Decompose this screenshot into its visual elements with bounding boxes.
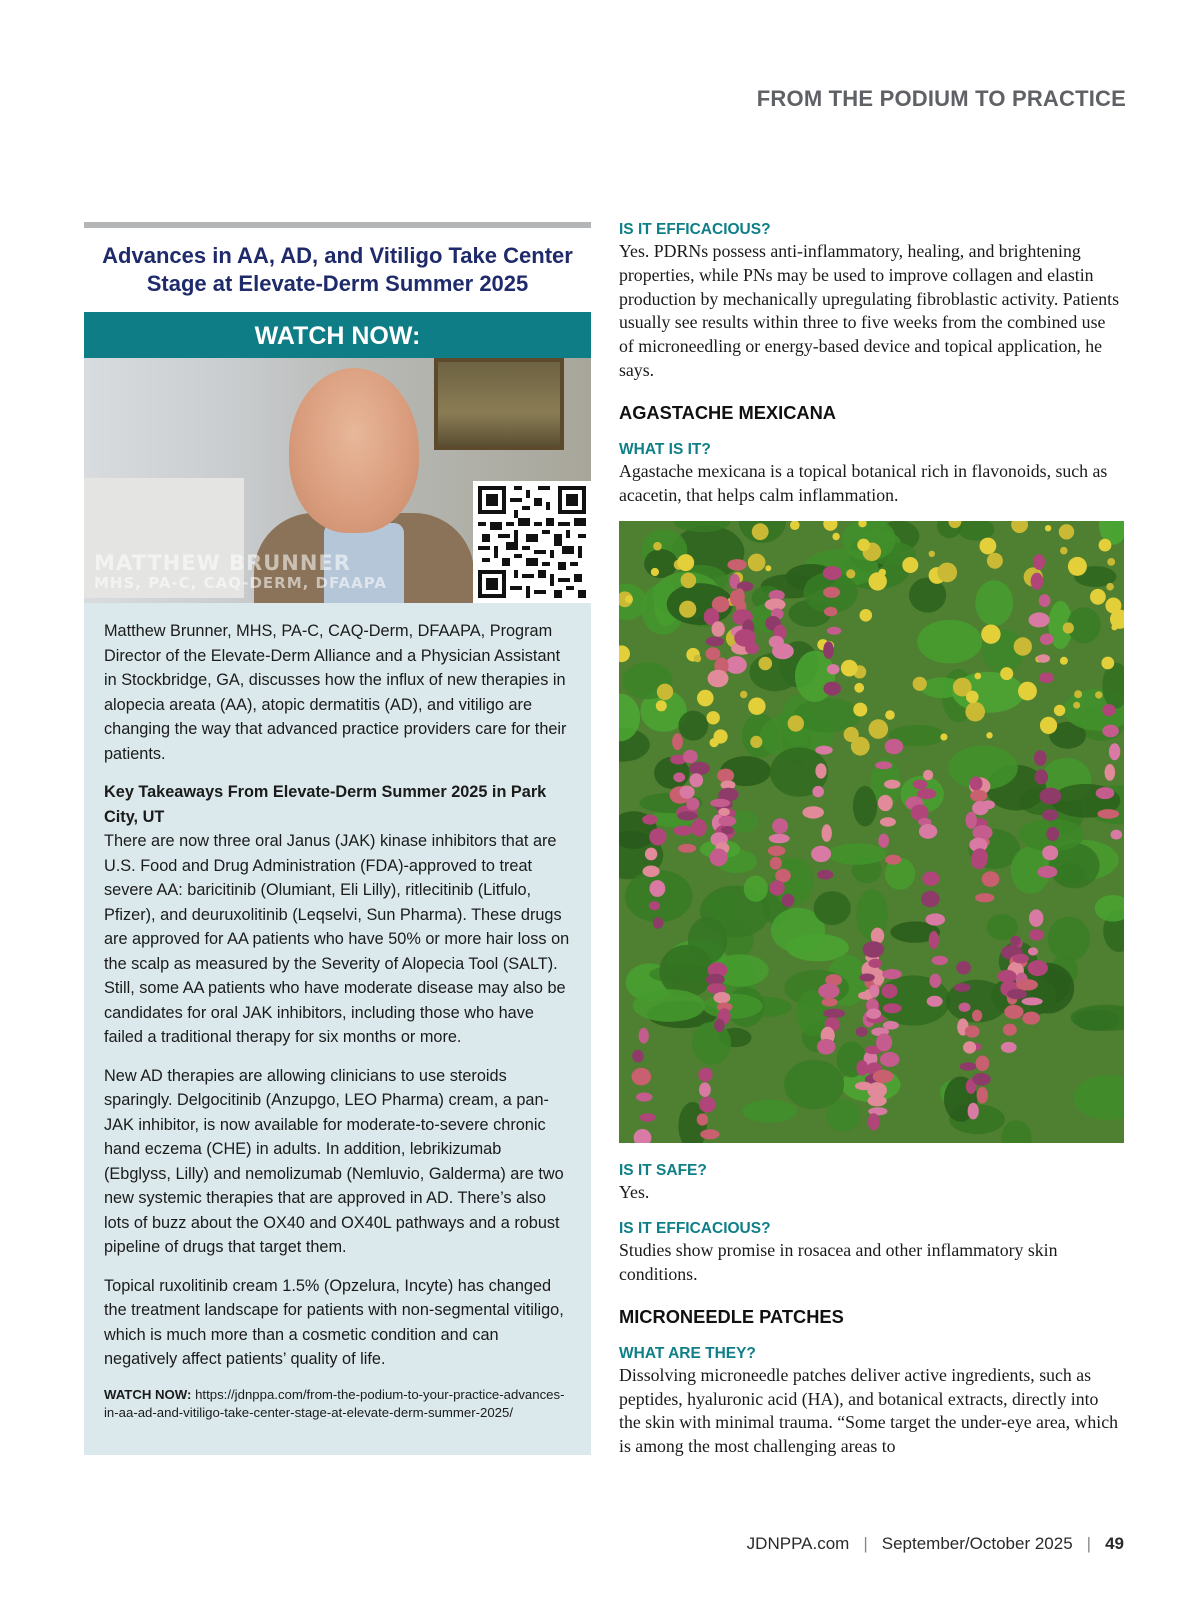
flower-spike-bloom [959,1003,971,1012]
yellow-blossom [869,720,889,740]
flower-spike-bloom [1102,725,1119,738]
leaf-shape [784,1060,844,1109]
flower-spike-bloom [856,1027,868,1037]
flower-spike-bloom [817,1039,836,1055]
yellow-blossom [974,673,981,680]
flower-spike-bloom [650,880,666,897]
yellow-blossom [750,736,762,748]
yellow-blossom [1106,583,1114,591]
flower-spike-bloom [782,894,795,907]
footer-separator: | [863,1534,868,1553]
yellow-blossom [860,609,873,622]
flower-spike-bloom [921,891,939,907]
flower-spike-bloom [1013,954,1029,964]
leaf-shape [827,844,886,865]
flower-spike-bloom [1010,936,1021,946]
flower-spike-bloom [1022,998,1043,1006]
yellow-blossom [1014,638,1032,656]
flower-spike-bloom [827,627,842,635]
flower-spike-bloom [812,786,824,797]
flower-spike-bloom [878,834,889,848]
flower-spike-bloom [636,1093,653,1102]
yellow-blossom [980,538,997,555]
leaf-shape [742,1100,797,1123]
flower-spike-bloom [823,682,841,696]
yellow-blossom [740,691,747,698]
flower-spike-bloom [772,644,794,660]
yellow-blossom [1018,682,1037,701]
flower-spike-bloom [717,769,734,783]
agastache-flower-photo [619,521,1124,1143]
what-is-it-question: WHAT IS IT? [619,440,711,458]
flower-spike-bloom [863,942,885,959]
yellow-blossom [697,690,714,707]
yellow-blossom [748,554,766,572]
flower-spike-bloom [856,1061,868,1077]
flower-spike-bloom [982,872,1000,888]
flower-spike-bloom [972,825,992,840]
leaf-shape [917,620,982,664]
efficacy-question-1: IS IT EFFICACIOUS? [619,221,771,238]
flower-spike-bloom [968,1103,979,1120]
flower-spike-bloom [710,849,728,867]
leaf-shape [644,549,678,578]
flower-spike-bloom [855,1082,872,1090]
flower-spike-bloom [718,816,736,826]
yellow-blossom [694,655,701,662]
yellow-blossom [1107,558,1115,566]
yellow-blossom [707,711,720,724]
flower-spike-bloom [639,1028,649,1044]
flower-spike-bloom [917,789,937,800]
sidebar-title: Advances in AA, AD, and Vitiligo Take Center Stage at Elevate-Derm Summer 2025 [102,243,573,296]
flower-spike-bloom [880,1052,900,1067]
flower-spike-bloom [822,825,832,843]
flower-spike-bloom [691,819,706,837]
watch-now-link-line [104,1386,571,1423]
leaf-shape [692,1022,731,1065]
yellow-blossom [853,703,867,717]
sidebar-body [84,603,591,1455]
yellow-blossom [832,533,839,540]
flower-spike-bloom [653,917,663,929]
flower-spike-bloom [818,984,839,999]
flower-spike-bloom [966,812,977,829]
yellow-blossom [681,573,697,589]
flower-spike-bloom [649,829,666,846]
video-background-painting [434,358,564,450]
takeaways-paragraph-3: Topical ruxolitinib cream 1.5% (Opzelura, Incyte) has changed the treatment landscape for patients with non-segmental vitiligo, which is much more than a cosmetic condition and can negatively affect patients’ quality of life. [104,1276,564,1368]
flower-spike-bloom [640,1113,656,1122]
takeaways-block [104,780,571,1050]
flower-spike-bloom [926,914,946,926]
flower-spike-bloom [632,1068,652,1086]
flower-spike-bloom [873,1070,894,1083]
yellow-blossom [929,551,935,557]
flower-spike-bloom [802,807,824,819]
footer-separator: | [1086,1534,1092,1553]
takeaways-heading: Key Takeaways From Elevate-Derm Summer 2025 in Park City, UT [104,783,547,826]
yellow-blossom [657,684,673,700]
flower-spike-bloom [1034,750,1047,766]
yellow-blossom [1074,691,1082,699]
flower-spike-bloom [645,848,657,861]
flower-spike-bloom [885,855,901,865]
sidebar-box [84,222,591,1455]
flower-spike-bloom [822,998,838,1007]
flower-spike-bloom [677,812,698,821]
leaf-shape [749,653,800,691]
flower-spike-bloom [712,622,725,638]
flower-spike-bloom [768,846,786,856]
flower-spike-bloom [868,1108,887,1116]
running-head: FROM THE PODIUM TO PRACTICE [756,86,1126,111]
flower-spike-bloom [632,1050,643,1063]
flower-spike-bloom [972,849,988,867]
flower-spike-bloom [689,762,710,775]
yellow-blossom [752,524,769,541]
flower-spike-bloom [1097,809,1119,819]
flower-spike-bloom [708,670,729,688]
yellow-blossom [885,711,895,721]
flower-spike-bloom [769,834,790,843]
flower-spike-bloom [705,648,720,661]
flower-spike-bloom [878,795,893,811]
yellow-blossom [1045,525,1051,531]
flower-spike-bloom [866,1009,881,1019]
flower-spike-bloom [827,664,840,674]
yellow-blossom [966,691,979,704]
flower-spike-bloom [700,1130,719,1140]
qr-code-graphic [478,486,586,598]
leaf-shape [853,786,877,826]
flower-spike-bloom [727,559,746,570]
flower-spike-bloom [919,824,937,839]
efficacy-question-2: IS IT EFFICACIOUS? [619,1220,771,1238]
yellow-blossom [902,557,918,573]
page-number: 49 [1105,1534,1124,1553]
flower-spike-bloom [1111,830,1123,840]
flower-spike-bloom [1105,764,1116,781]
flower-spike-bloom [649,902,660,911]
safe-answer: Yes. [619,1182,650,1203]
flower-spike-bloom [1109,744,1120,761]
flower-spike-bloom [699,1083,711,1098]
yellow-blossom [1063,623,1074,634]
flower-spike-bloom [1096,787,1115,799]
flower-spike-bloom [1004,1005,1023,1019]
flower-spike-bloom [975,893,994,902]
flower-spike-bloom [1033,554,1045,570]
flower-spike-bloom [913,780,928,790]
yellow-blossom [1090,589,1106,605]
flower-spike-bloom [1039,673,1054,684]
flower-spike-bloom [699,1097,716,1113]
leaf-shape [688,917,727,964]
flower-spike-bloom [745,643,759,655]
flower-spike-bloom [868,1114,880,1131]
yellow-blossom [625,596,633,604]
flower-spike-bloom [1016,979,1038,990]
yellow-blossom [1000,667,1013,680]
yellow-blossom [940,734,947,741]
flower-spike-bloom [710,799,730,807]
flower-spike-bloom [673,826,693,836]
flower-spike-bloom [1003,1024,1017,1036]
flower-spike-bloom [868,1096,887,1107]
yellow-blossom [965,702,985,722]
flower-spike-bloom [772,819,788,835]
yellow-blossom [714,730,728,744]
flower-illustration [619,521,1124,1143]
yellow-blossom [1068,557,1087,576]
flower-spike-bloom [970,777,983,791]
efficacy-answer-2: Studies show promise in rosacea and other inflammatory skin conditions. [619,1240,1058,1284]
leaf-shape [975,581,1013,627]
watch-now-banner[interactable]: WATCH NOW: [84,312,591,358]
flower-spike-bloom [875,762,892,770]
yellow-blossom [651,568,659,576]
yellow-blossom [1073,702,1080,709]
flower-spike-bloom [1039,594,1051,607]
yellow-blossom [677,554,694,571]
flower-spike-bloom [883,1004,902,1014]
flower-spike-bloom [698,1068,712,1082]
yellow-blossom [653,542,662,551]
efficacy-answer-1: Yes. PDRNs possess anti-inflammatory, healing, and brightening properties, while PNs may be used to improve collagen and elastin production by mechanically upregulating fibroblastic activity. Patients usually see results within three to five weeks from the combined use of microneedling or energy-based device and topical application, he says. [619,241,1120,380]
flower-spike-bloom [690,774,704,788]
speaker-name-overlay [94,553,387,593]
flower-spike-bloom [923,770,933,781]
yellow-blossom [987,553,1003,569]
agastache-heading: AGASTACHE MEXICANA [619,401,837,423]
yellow-blossom [788,716,804,732]
yellow-blossom [986,732,992,738]
flower-spike-bloom [956,961,971,974]
flower-spike-bloom [1040,634,1054,645]
what-are-they-answer: Dissolving microneedle patches deliver active ingredients, such as peptides, hyaluronic acid (HA), and botanical extracts, directly into the skin with minimal trauma. “Some target the under-eye area, which is among the most challenging areas to [619,1364,1119,1457]
yellow-blossom [869,573,887,591]
safe-question: IS IT SAFE? [619,1162,707,1180]
flower-spike-bloom [972,1010,982,1022]
flower-spike-bloom [883,1021,899,1030]
flower-spike-bloom [1046,827,1059,841]
speaker-face [289,368,419,533]
flower-spike-bloom [680,786,695,799]
yellow-blossom [1060,547,1068,555]
flower-spike-bloom [815,746,832,755]
flower-spike-bloom [823,1009,845,1018]
flower-spike-bloom [706,637,724,647]
flower-spike-bloom [1035,770,1049,785]
flower-spike-bloom [1031,573,1044,590]
page-footer [747,1534,1124,1554]
flower-spike-bloom [823,642,833,660]
qr-code-icon[interactable] [473,481,591,603]
flower-spike-bloom [1001,1042,1017,1053]
footer-issue: September/October 2025 [881,1534,1073,1553]
yellow-blossom [854,683,864,693]
flower-spike-bloom [1102,704,1115,716]
flower-spike-bloom [686,798,699,811]
yellow-blossom [679,601,696,618]
flower-spike-bloom [770,857,782,870]
yellow-blossom [981,625,1000,644]
flower-spike-bloom [960,1063,977,1071]
flower-spike-bloom [927,996,943,1007]
flower-spike-bloom [932,956,948,965]
what-are-they-question: WHAT ARE THEY? [619,1344,756,1362]
flower-spike-bloom [1042,846,1058,861]
yellow-blossom [937,563,957,583]
video-thumbnail[interactable] [84,358,591,603]
flower-spike-bloom [885,739,904,754]
flower-spike-bloom [697,1114,708,1126]
flower-spike-bloom [881,984,897,998]
flower-spike-bloom [815,764,826,779]
leaf-shape [703,994,763,1019]
yellow-blossom [913,677,927,691]
flower-spike-bloom [859,974,874,982]
flower-spike-bloom [954,983,971,992]
flower-spike-bloom [1028,960,1048,976]
flower-spike-bloom [811,846,831,862]
yellow-blossom [759,657,773,671]
yellow-blossom [1101,657,1114,670]
yellow-blossom [846,570,855,579]
flower-spike-bloom [858,992,871,1000]
speaker-name: MATTHEW BRUNNER [94,551,351,575]
flower-spike-bloom [1007,989,1027,999]
flower-spike-bloom [1037,655,1051,664]
watch-now-label: WATCH NOW: [104,1386,192,1402]
leaf-shape [633,990,705,1023]
flower-spike-bloom [643,866,660,878]
yellow-blossom [844,727,859,742]
footer-site[interactable]: JDNPPA.com [746,1534,850,1553]
yellow-blossom [1095,692,1102,699]
flower-spike-bloom [929,931,939,949]
flower-spike-bloom [714,1019,724,1032]
flower-spike-bloom [972,1073,991,1086]
what-is-it-answer: Agastache mexicana is a topical botanical rich in flavonoids, such as acacetin, that helps calm inflammation. [619,460,1108,505]
leaf-shape [678,711,708,741]
yellow-blossom [1059,524,1074,539]
flower-spike-bloom [718,808,730,816]
flower-spike-bloom [726,656,747,674]
yellow-blossom [765,566,771,572]
yellow-blossom [1099,539,1112,552]
flower-spike-bloom [823,566,842,580]
flower-spike-bloom [1029,910,1043,928]
flower-spike-bloom [823,587,840,598]
flower-spike-bloom [922,872,939,886]
watch-now-url[interactable]: https://jdnppa.com/from-the-podium-to-your-practice-advances-in-aa-ad-and-vitiligo-take-center-stage-at-elevate-derm-summer-2025/ [104,1386,565,1420]
leaf-shape [1048,917,1091,962]
flower-spike-bloom [1042,810,1058,821]
takeaways-paragraph-1: There are now three oral Janus (JAK) kinase inhibitors that are U.S. Food and Drug Administration (FDA)-approved to treat severe AA: baricitinib (Olumiant, Eli Lilly), ritlecitinib (Litfulo, Pfizer), and deuruxolitinib (Leqselvi, Sun Pharma). These drugs are approved for AA patients who have 50% or more hair loss on the scalp as measured by the Severity of Alopecia Tool (SALT). Still, some AA patients who have moderate disease may also be candidates for oral JAK inhibitors, including those who have failed a traditional therapy for six months or more. [104,832,570,1046]
flower-spike-bloom [929,974,941,988]
flower-spike-bloom [884,780,900,789]
flower-spike-bloom [817,870,833,880]
flower-spike-bloom [977,1087,988,1104]
yellow-blossom [857,539,870,552]
flower-spike-bloom [642,815,657,825]
flower-spike-bloom [683,750,698,764]
flower-spike-bloom [769,881,784,896]
main-column [619,220,1124,1459]
flower-spike-bloom [824,607,837,617]
flower-spike-bloom [876,1034,892,1052]
flower-spike-bloom [678,844,696,853]
flower-spike-bloom [1040,788,1062,805]
flower-spike-bloom [963,1042,976,1054]
leaf-shape [814,891,851,925]
flower-spike-bloom [972,801,989,815]
flower-spike-bloom [882,969,902,979]
flower-spike-bloom [998,970,1017,983]
yellow-blossom [656,701,667,712]
flower-spike-bloom [976,1056,990,1072]
leaf-shape [744,876,768,902]
yellow-blossom [1060,657,1068,665]
flower-spike-bloom [673,773,685,783]
microneedle-heading: MICRONEEDLE PATCHES [619,1305,844,1327]
flower-spike-bloom [970,790,987,802]
flower-spike-bloom [880,818,896,827]
yellow-blossom [1040,717,1057,734]
yellow-blossom [1054,705,1065,716]
flower-spike-bloom [672,734,683,751]
flower-spike-bloom [1029,613,1050,628]
flower-spike-bloom [1029,929,1044,940]
yellow-blossom [748,698,765,715]
yellow-blossom [1111,625,1117,631]
speaker-credentials: MHS, PA-C, CAQ-DERM, DFAAPA [94,574,387,592]
flower-spike-bloom [868,959,882,968]
flower-spike-bloom [965,1026,980,1038]
sidebar-intro: Matthew Brunner, MHS, PA-C, CAQ-Derm, DFAAPA, Program Director of the Elevate-Derm Alliance and a Physician Assistant in Stockbridge, GA, discusses how the influx of new therapies in alopecia areata (AA), atopic dermatitis (AD), and vitiligo are changing the way that advanced practice providers care for their patients. [104,622,567,763]
flower-spike-bloom [1037,866,1057,878]
yellow-blossom [841,660,858,677]
takeaways-paragraph-2: New AD therapies are allowing clinicians to use steroids sparingly. Delgocitinib (Anzupgo, LEO Pharma) cream, a pan-JAK inhibitor, is now available for moderate-to-severe chronic hand eczema (CHE) in adults. In addition, lebrikizumab (Ebglyss, Lilly) and nemolizumab (Nemluvio, Galderma) are two new systemic therapies that are approved in AD. There’s also lots of buzz about the OX40 and OX40L pathways and a robust pipeline of drugs that target them. [104,1066,564,1256]
flower-spike-bloom [1022,1012,1040,1025]
leaf-shape [707,893,737,922]
flower-spike-bloom [714,992,731,1003]
flower-spike-bloom [1028,948,1038,956]
